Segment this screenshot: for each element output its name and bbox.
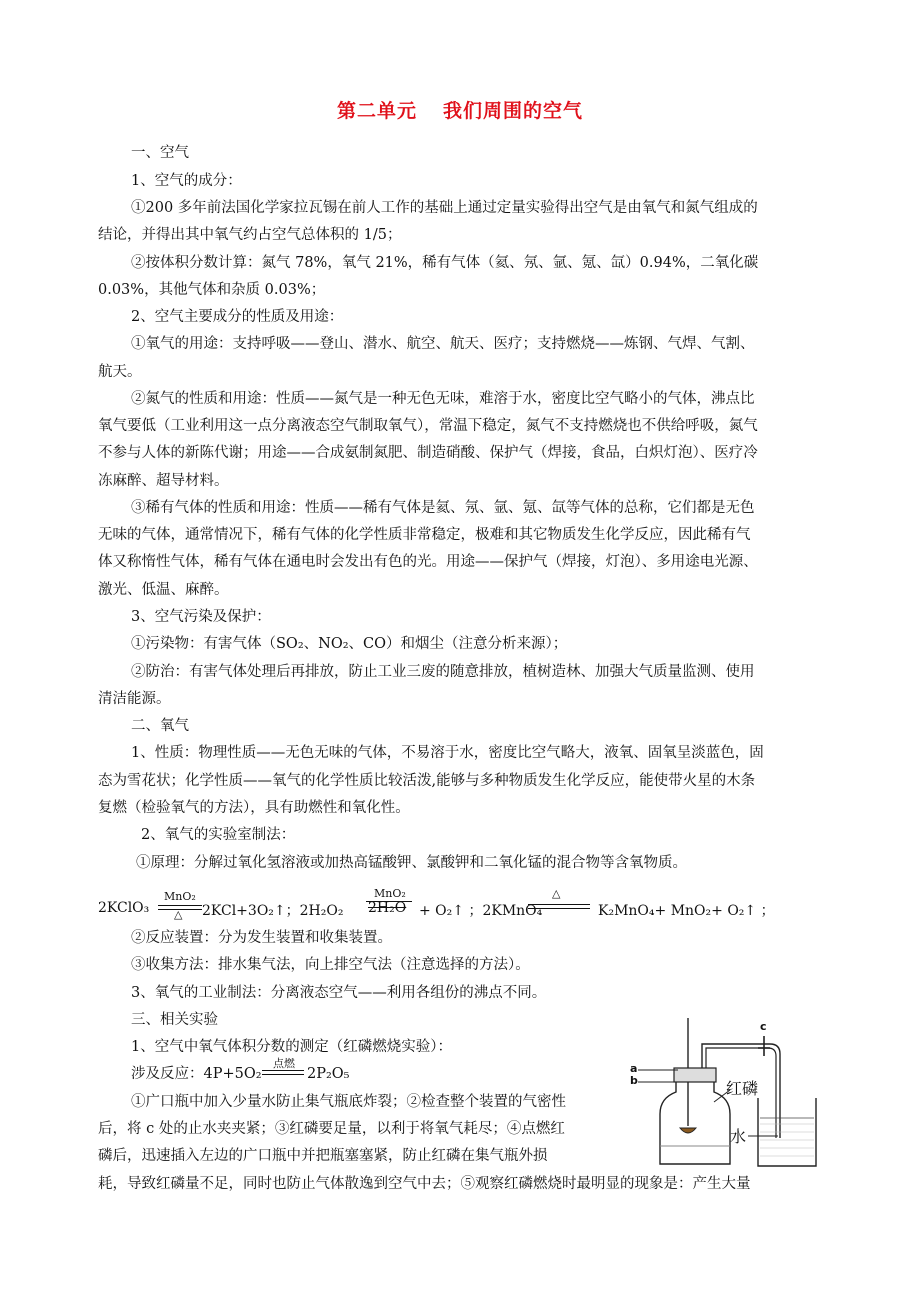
- paragraph-line: 体又称惰性气体，稀有气体在通电时会发出有色的光。用途——保护气（焊接，灯泡）、多用途电光源、: [98, 554, 758, 570]
- heading-air: 一、空气: [131, 145, 189, 161]
- reaction-right: 2P₂O₅: [307, 1066, 350, 1082]
- eq3-equal-bar-top: [528, 904, 590, 905]
- heading-oxygen: 二、氧气: [131, 718, 189, 734]
- reaction-line: [131, 1057, 371, 1090]
- paragraph-line: 态为雪花状；化学性质——氧气的化学性质比较活泼,能够与多种物质发生化学反应，能使带火星的木条: [98, 773, 756, 789]
- paragraph-line: 0.03%，其他气体和杂质 0.03%；: [98, 282, 326, 298]
- paragraph-line: ①广口瓶中加入少量水防止集气瓶底炸裂；②检查整个装置的气密性: [131, 1094, 566, 1110]
- paragraph-line: 清洁能源。: [98, 691, 171, 707]
- paragraph-line: ②按体积分数计算：氮气 78%，氧气 21%，稀有气体（氦、氖、氩、氪、氙）0.94%，二氧化碳: [131, 255, 759, 271]
- eq3-heat-symbol: △: [552, 887, 561, 900]
- paragraph-line: 激光、低温、麻醉。: [98, 582, 229, 598]
- subheading-oxygen-volume: 1、空气中氧气体积分数的测定（红磷燃烧实验）：: [131, 1039, 452, 1055]
- label-b: b: [630, 1074, 638, 1087]
- eq2-water: 2H₂O: [368, 900, 407, 916]
- paragraph-line: 1、性质：物理性质——无色无味的气体，不易溶于水，密度比空气略大，液氧、固氧呈淡蓝色，固: [131, 745, 764, 761]
- label-a: a: [630, 1062, 638, 1075]
- paragraph-line: ①氧气的用途：支持呼吸——登山、潜水、航空、航天、医疗；支持燃烧——炼钢、气焊、气割、: [131, 336, 755, 352]
- eq2-catalyst: MnO₂: [374, 887, 406, 900]
- reaction-left: 4P+5O₂: [203, 1066, 262, 1082]
- paragraph-line: ③收集方法：排水集气法，向上排空气法（注意选择的方法）。: [131, 957, 530, 973]
- paragraph-line: 复燃（检验氧气的方法），具有助燃性和氧化性。: [98, 800, 410, 816]
- title-topic: 我们周围的空气: [443, 100, 584, 122]
- eq1-heat-symbol: △: [174, 908, 183, 921]
- paragraph-line: ①200 多年前法国化学家拉瓦锡在前人工作的基础上通过定量实验得出空气是由氧气和氮气组成的: [131, 200, 758, 216]
- subheading-air-properties: 2、空气主要成分的性质及用途：: [131, 309, 344, 325]
- paragraph-line: 结论，并得出其中氧气约占空气总体积的 1/5；: [98, 227, 402, 243]
- reaction-label: 涉及反应：: [131, 1066, 204, 1082]
- paragraph-line: 无味的气体，通常情况下，稀有气体的化学性质非常稳定，极难和其它物质发生化学反应，因此稀有气: [98, 527, 751, 543]
- paragraph-line: ①污染物：有害气体（SO₂、NO₂、CO）和烟尘（注意分析来源）；: [131, 636, 568, 652]
- paragraph-line: ②氮气的性质和用途：性质——氮气是一种无色无味，难溶于水，密度比空气略小的气体，沸点比: [131, 391, 755, 407]
- eq1-equal-bar-top: [158, 905, 202, 906]
- paragraph-line: 后，将 c 处的止水夹夹紧；③红磷要足量，以利于将氧气耗尽；④点燃红: [98, 1121, 565, 1137]
- subheading-air-composition: 1、空气的成分：: [131, 173, 242, 189]
- paragraph-line: ②防治：有害气体处理后再排放，防止工业三废的随意排放，植树造林、加强大气质量监测、使用: [131, 664, 755, 680]
- paragraph-line: 磷后，迅速插入左边的广口瓶中并把瓶塞塞紧，防止红磷在集气瓶外损: [98, 1148, 548, 1164]
- paragraph-line: 航天。: [98, 364, 142, 380]
- reaction-condition: 点燃: [273, 1057, 295, 1070]
- title-unit: 第二单元: [336, 100, 417, 122]
- label-water: 水: [730, 1127, 747, 1146]
- paragraph-line: ①原理：分解过氧化氢溶液或加热高锰酸钾、氯酸钾和二氧化锰的混合物等含氧物质。: [136, 855, 687, 871]
- label-red-phosphorus: 红磷: [726, 1079, 759, 1098]
- label-c: c: [760, 1020, 767, 1033]
- subheading-air-pollution: 3、空气污染及保护：: [131, 609, 271, 625]
- eq1-reactant: 2KClO₃: [98, 900, 150, 916]
- paragraph-line: 氧气要低（工业利用这一点分离液态空气制取氧气），常温下稳定，氮气不支持燃烧也不供给呼吸，氮气: [98, 418, 758, 434]
- paragraph-line: 冻麻醉、超导材料。: [98, 473, 229, 489]
- eq3-products: K₂MnO₄+ MnO₂+ O₂↑ ；: [598, 903, 775, 919]
- eq2-equal-bar: [366, 901, 412, 902]
- paragraph-line: ②反应装置：分为发生装置和收集装置。: [131, 930, 392, 946]
- paragraph-line: 耗，导致红磷量不足，同时也防止气体散逸到空气中去；⑤观察红磷燃烧时最明显的现象是：产生大量: [98, 1176, 751, 1192]
- subheading-lab-preparation: 2、氧气的实验室制法：: [141, 827, 296, 843]
- eq1-products: 2KCl+3O₂↑；2H₂O₂: [202, 903, 344, 919]
- eq1-catalyst: MnO₂: [164, 890, 196, 903]
- subheading-industrial: 3、氧气的工业制法：分离液态空气——利用各组份的沸点不同。: [131, 985, 547, 1001]
- apparatus-diagram-icon: [630, 1018, 830, 1170]
- eq3-equal-bar-bottom: [528, 908, 590, 909]
- page-title: [0, 96, 920, 123]
- paragraph-line: 不参与人体的新陈代谢；用途——合成氨制氮肥、制造硝酸、保护气（焊接，食品，白炽灯泡）、医疗冷: [98, 445, 758, 461]
- eq2-products: + O₂↑ ；2KMnO₄: [419, 903, 543, 919]
- heading-experiments: 三、相关实验: [131, 1012, 218, 1028]
- paragraph-line: ③稀有气体的性质和用途：性质——稀有气体是氦、氖、氩、氪、氙等气体的总称，它们都是无色: [131, 500, 755, 516]
